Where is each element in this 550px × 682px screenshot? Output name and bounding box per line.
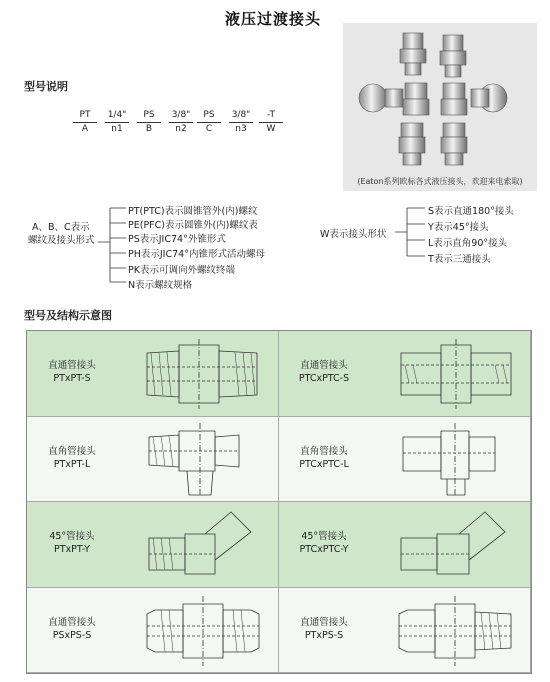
fitting-name: 直通管接头 <box>48 616 96 628</box>
model-part: PS C <box>197 110 221 134</box>
fitting-name: 直通管接头 <box>300 360 348 371</box>
elbow45-pt-diagram <box>139 508 269 582</box>
straight-pt-diagram <box>139 337 269 411</box>
model-part: -T W <box>259 110 283 134</box>
elbow-pt-diagram <box>139 423 269 497</box>
straight-ps-diagram <box>139 594 269 668</box>
abc-item: N表示螺纹规格 <box>128 280 193 291</box>
fitting-name: 直角管接头 <box>300 445 348 457</box>
straight-pt-ps-diagram <box>391 594 521 668</box>
fitting-code: PTxPS-S <box>304 629 344 641</box>
fitting-cell <box>27 417 279 503</box>
fitting-name: 直通管接头 <box>48 360 96 371</box>
model-part: PS B <box>137 110 161 134</box>
model-part: PT A <box>73 110 97 134</box>
fitting-cell <box>279 502 531 588</box>
straight-ptc-diagram <box>391 337 521 411</box>
abc-bracket <box>98 200 132 290</box>
fittings-photo-image <box>343 23 537 173</box>
fitting-code: PTxPT-S <box>53 373 91 384</box>
fitting-cell <box>279 417 531 503</box>
abc-label: 螺纹及接头形式 <box>28 235 95 246</box>
fitting-cell <box>27 331 279 417</box>
model-part: 3/8" n3 <box>229 110 253 134</box>
fitting-code: PTCxPTC-L <box>299 458 349 470</box>
fitting-code: PTCxPTC-Y <box>299 544 349 555</box>
product-photo <box>343 23 537 191</box>
abc-item: PH表示JIC74°内锥形式活动螺母 <box>128 249 265 260</box>
section-struct-title: 型号及结构示意图 <box>24 309 112 322</box>
w-item: S表示直通180°接头 <box>428 206 514 217</box>
elbow45-ptc-diagram <box>391 508 521 582</box>
fitting-code: PTCxPTC-S <box>298 373 350 384</box>
elbow-ptc-diagram <box>391 423 521 497</box>
fitting-name: 直通管接头 <box>300 616 348 628</box>
w-item: L表示直角90°接头 <box>428 238 508 249</box>
w-item: Y表示45°接头 <box>428 222 489 233</box>
photo-caption: (Eaton系列欧标各式液压接头，欢迎来电索取) <box>357 177 523 186</box>
fitting-cell <box>27 588 279 674</box>
model-part: 1/4" n1 <box>105 110 129 134</box>
model-part: 3/8" n2 <box>169 110 193 134</box>
fitting-name: 45°管接头 <box>301 531 347 542</box>
fitting-name: 45°管接头 <box>49 531 95 542</box>
page-title: 液压过渡接头 <box>225 10 322 28</box>
fitting-code: PSxPS-S <box>52 629 92 641</box>
fitting-cell <box>279 331 531 417</box>
abc-item: PK表示可调向外螺纹终端 <box>128 265 235 276</box>
fitting-code: PTxPT-L <box>53 458 91 470</box>
fitting-code: PTxPT-Y <box>54 544 90 555</box>
w-label: W表示接头形状 <box>320 229 387 240</box>
w-item: T表示三通接头 <box>428 254 491 265</box>
structure-grid <box>26 330 532 674</box>
fitting-cell <box>279 588 531 674</box>
abc-item: PE(PFC)表示圆锥外(内)螺纹表 <box>128 220 258 231</box>
abc-label: A、B、C表示 <box>32 222 90 233</box>
section-model-title: 型号说明 <box>24 80 68 93</box>
fitting-cell <box>27 502 279 588</box>
fitting-name: 直角管接头 <box>48 445 96 457</box>
w-bracket <box>395 200 431 264</box>
abc-item: PS表示JIC74°外锥形式 <box>128 234 226 245</box>
abc-item: PT(PTC)表示圆锥管外(内)螺纹 <box>128 206 258 217</box>
